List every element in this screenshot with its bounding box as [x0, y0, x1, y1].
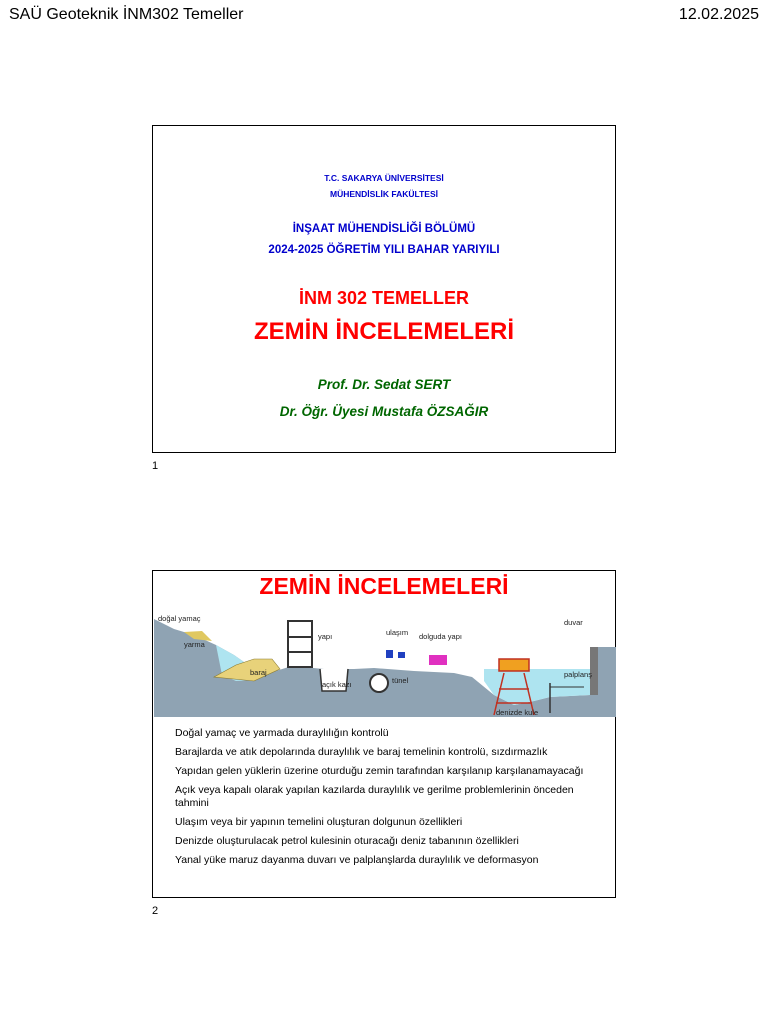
label-open-cut: açık kazı [322, 680, 352, 689]
list-item: Yapıdan gelen yüklerin üzerine oturduğu zemin tarafından karşılanıp karşılanamayacağı [175, 765, 584, 777]
author-2: Dr. Öğr. Üyesi Mustafa ÖZSAĞIR [279, 404, 489, 419]
list-item: Açık veya kapalı olarak yapılan kazılarda duraylılık ve gerilme problemlerinin önceden tahmini [175, 784, 574, 809]
slide-2 [152, 570, 616, 898]
document-header-title: SAÜ Geoteknik İNM302 Temeller [9, 6, 244, 23]
label-dam: baraj [250, 668, 267, 677]
list-item: Barajlarda ve atık depolarında duraylılık ve baraj temelinin kontrolü, sızdırmazlık [175, 746, 548, 758]
label-offshore-tower: denizde kule [496, 708, 539, 717]
list-item: Denizde oluşturulacak petrol kulesinin oturacağı deniz tabanının özellikleri [175, 835, 519, 847]
label-cut-slope: yarma [184, 640, 205, 649]
bullet-list [175, 727, 605, 873]
university-name: T.C. SAKARYA ÜNİVERSİTESİ [324, 173, 444, 183]
faculty-name: MÜHENDİSLİK FAKÜLTESİ [330, 189, 438, 199]
academic-term: 2024-2025 ÖĞRETİM YILI BAHAR YARIYILI [268, 244, 500, 256]
list-item: Doğal yamaç ve yarmada duraylılığın kontrolü [175, 727, 389, 739]
list-item: Yanal yüke maruz dayanma duvarı ve palplanşlarda duraylılık ve deformasyon [175, 854, 539, 866]
slide-2-title: ZEMİN İNCELEMELERİ [259, 573, 509, 599]
course-title: İNM 302 TEMELLER [298, 288, 470, 308]
label-tunnel: tünel [392, 676, 409, 685]
page-number-1: 1 [152, 460, 159, 472]
lecture-title: ZEMİN İNCELEMELERİ [253, 318, 514, 345]
label-building: yapı [318, 632, 333, 641]
document-header-date: 12.02.2025 [678, 6, 759, 23]
department-name: İNŞAAT MÜHENDİSLİĞİ BÖLÜMÜ [292, 223, 476, 235]
label-wall: duvar [564, 618, 583, 627]
list-item: Ulaşım veya bir yapının temelini oluşturan dolgunun özellikleri [175, 816, 463, 828]
label-transport: ulaşım [386, 628, 409, 637]
slide-1 [152, 125, 616, 453]
author-1: Prof. Dr. Sedat SERT [317, 377, 451, 392]
label-sheet-pile: palplanş [564, 670, 592, 679]
page-number-2: 2 [152, 905, 159, 917]
label-natural-slope: doğal yamaç [158, 614, 201, 623]
diagram-labels [154, 607, 616, 717]
label-fill-structure: dolguda yapı [419, 632, 462, 641]
